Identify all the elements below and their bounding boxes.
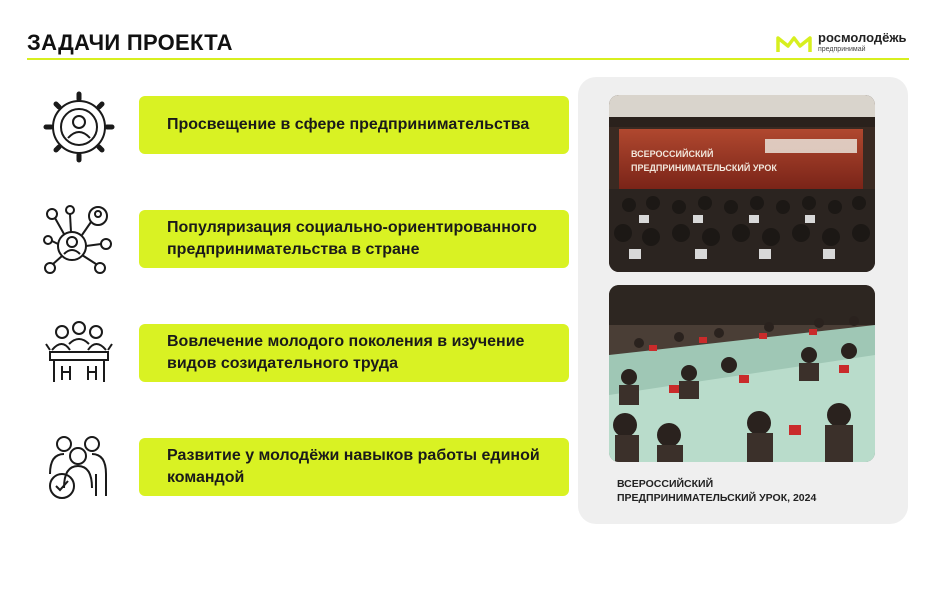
title-underline [27, 58, 909, 60]
gear-person-icon [40, 88, 118, 166]
task-item-4 [139, 438, 569, 496]
task-text-3: Вовлечение молодого поколения в изучение видов созидательного труда [167, 333, 525, 372]
logo-sub: предпринимай [818, 46, 866, 53]
task-item-2 [139, 210, 569, 268]
logo-mark-icon [776, 34, 812, 54]
audience-photo-image [609, 285, 875, 462]
event-photo-stage [609, 95, 875, 272]
page-title: ЗАДАЧИ ПРОЕКТА [27, 30, 233, 55]
task-item-1 [139, 96, 569, 154]
caption-line-2: ПРЕДПРИНИМАТЕЛЬСКИЙ УРОК, 2024 [617, 492, 817, 504]
network-people-icon [40, 202, 118, 280]
screen-text-1: ВСЕРОССИЙСКИЙ [631, 149, 714, 159]
stage-photo-image [609, 95, 875, 272]
task-item-3 [139, 324, 569, 382]
task-text-4: Развитие у молодёжи навыков работы единой командой [167, 447, 540, 486]
team-badge-icon [40, 430, 118, 508]
event-photo-audience [609, 285, 875, 462]
task-text-1: Просвещение в сфере предпринимательства [167, 116, 530, 133]
task-text-2: Популяризация социально-ориентированного предпринимательства в стране [167, 219, 537, 258]
logo-name: росмолодёжь [818, 30, 907, 45]
rosmolodezh-logo [776, 28, 911, 56]
photo-caption [617, 477, 877, 505]
screen-text-2: ПРЕДПРИНИМАТЕЛЬСКИЙ УРОК [631, 163, 777, 173]
caption-line-1: ВСЕРОССИЙСКИЙ [617, 478, 714, 490]
meeting-table-icon [40, 316, 118, 394]
